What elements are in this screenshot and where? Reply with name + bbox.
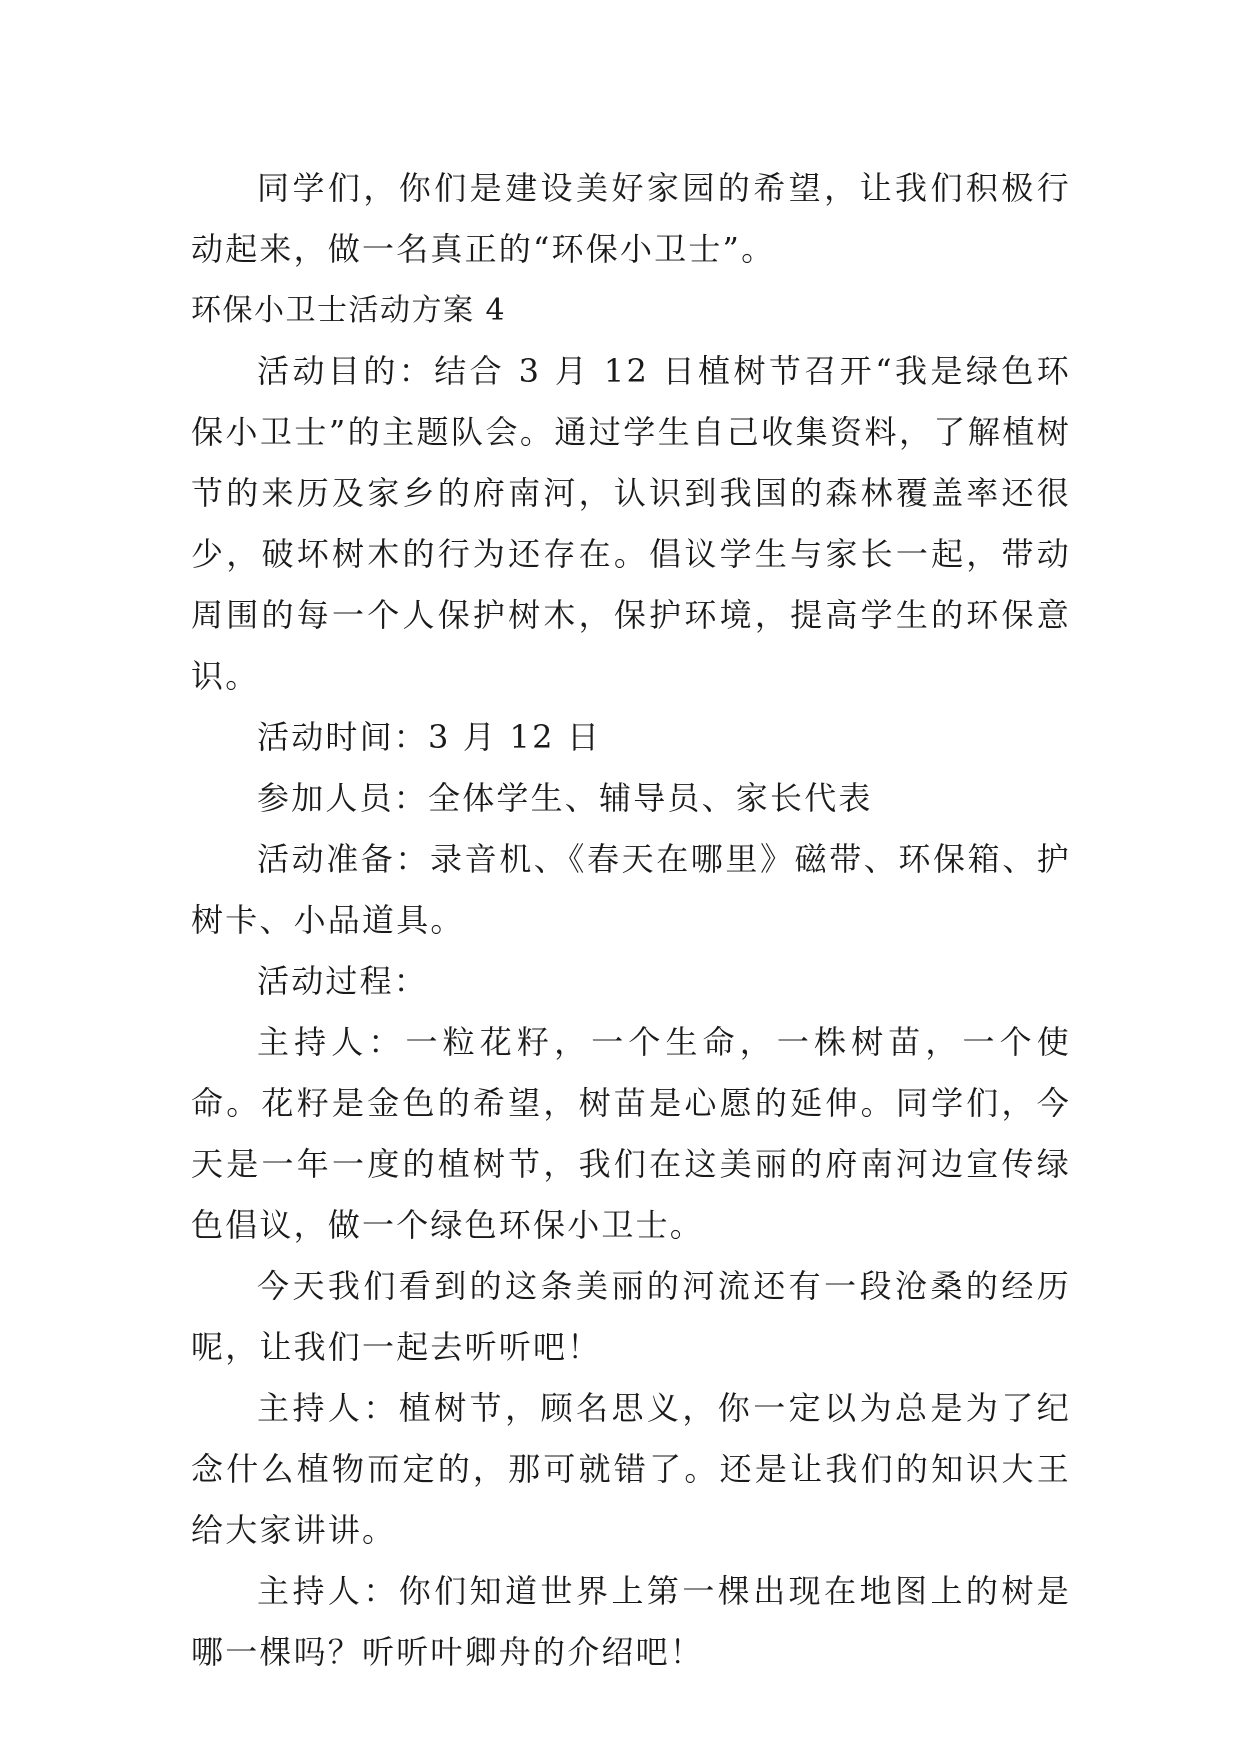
body-paragraph: 主持人：你们知道世界上第一棵出现在地图上的树是哪一棵吗？听听叶卿舟的介绍吧！ [191,1572,1071,1671]
body-paragraph: 同学们，你们是建设美好家园的希望，让我们积极行动起来，做一名真正的“环保小卫士”。 [191,169,1071,268]
body-paragraph: 活动准备：录音机、《春天在哪里》磁带、环保箱、护树卡、小品道具。 [191,840,1071,939]
section-heading: 环保小卫士活动方案 4 [191,293,507,328]
body-paragraph: 今天我们看到的这条美丽的河流还有一段沧桑的经历呢，让我们一起去听听吧！ [191,1267,1071,1366]
document-page [191,158,1071,1683]
body-paragraph: 活动时间：3 月 12 日 [257,718,602,756]
body-paragraph: 主持人：一粒花籽，一个生命，一株树苗，一个使命。花籽是金色的希望，树苗是心愿的延伸。同学们，今天是一年一度的植树节，我们在这美丽的府南河边宣传绿色倡议，做一个绿色环保小卫士。 [191,1023,1071,1244]
body-paragraph: 主持人：植树节，顾名思义，你一定以为总是为了纪念什么植物而定的，那可就错了。还是让我们的知识大王给大家讲讲。 [191,1389,1071,1549]
body-paragraph: 活动目的：结合 3 月 12 日植树节召开“我是绿色环保小卫士”的主题队会。通过学生自己收集资料，了解植树节的来历及家乡的府南河，认识到我国的森林覆盖率还很少，破坏树木的行为还存在。倡议学生与家长一起，带动周围的每一个人保护树木，保护环境，提高学生的环保意识。 [191,352,1071,695]
body-paragraph: 参加人员：全体学生、辅导员、家长代表 [257,779,873,817]
body-paragraph: 活动过程： [257,962,429,1000]
